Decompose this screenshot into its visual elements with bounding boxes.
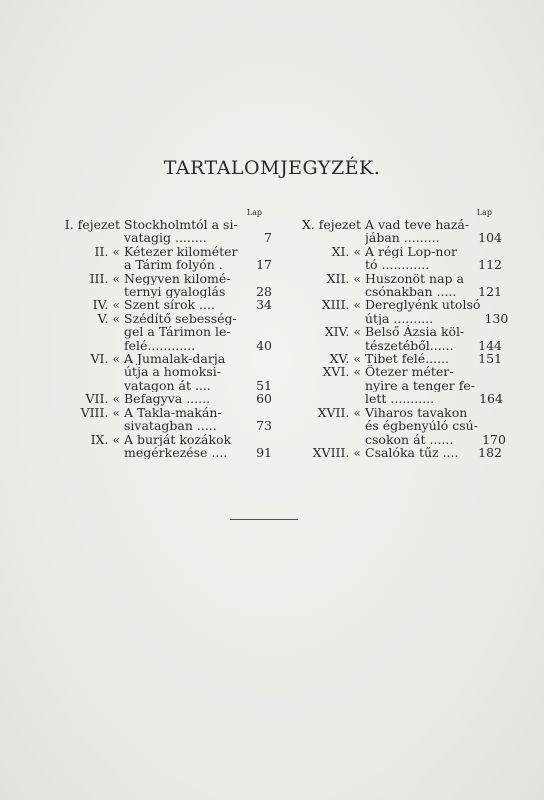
chapter-title-line	[124, 325, 272, 338]
chapter-title-text: a Tárim folyón .	[124, 258, 223, 272]
chapter-title-text: csónakban .....	[365, 285, 457, 299]
toc-entry	[296, 272, 502, 299]
chapter-number: VII. «	[85, 391, 120, 407]
chapter-title-text: Dereglyénk utolsó	[365, 298, 481, 312]
chapter-title	[124, 352, 272, 392]
page-number: 60	[256, 391, 272, 407]
chapter-number: VIII. «	[80, 404, 120, 420]
chapter-title-line	[365, 231, 502, 244]
closing-rule	[230, 519, 298, 520]
chapter-title-line	[365, 312, 508, 325]
chapter-title	[365, 218, 502, 245]
page-number	[244, 245, 272, 258]
page-number	[474, 325, 502, 338]
chapter-title-text: A vad teve hazá-	[365, 218, 470, 232]
chapter-title-text: útja ..........	[365, 311, 434, 326]
chapter-title-line	[365, 365, 503, 378]
chapter-title-line	[124, 312, 272, 325]
chapter-title-line	[124, 272, 272, 285]
chapter-number: XIII. «	[321, 297, 361, 313]
toc-entry	[40, 312, 272, 352]
chapter-number: XI. «	[331, 243, 361, 259]
toc-entry	[40, 352, 272, 392]
chapter-title	[365, 352, 502, 365]
chapter-title-text: nyire a tenger fe-	[365, 378, 475, 393]
toc-entry	[40, 218, 272, 245]
chapter-title-line	[124, 419, 272, 432]
page-column-label: Lap	[476, 208, 492, 217]
chapter-number: IV. «	[92, 297, 120, 313]
chapter-title-line	[124, 365, 272, 378]
chapter-title-text: sivatagban .....	[124, 419, 217, 433]
page-number: 151	[478, 351, 502, 367]
chapter-title-text: ternyi gyaloglás	[124, 285, 226, 299]
toc-entry	[40, 392, 272, 405]
chapter-number: IX. «	[90, 431, 120, 447]
chapter-title-line	[124, 218, 272, 231]
chapter-title-text: tó ............	[365, 258, 430, 272]
chapter-number: XVII. «	[317, 404, 361, 420]
page-number: 73	[256, 418, 272, 434]
page-number: 28	[256, 284, 272, 300]
chapter-title-text: Huszonöt nap a	[365, 271, 464, 286]
toc-entry	[296, 325, 502, 352]
chapter-title-line	[124, 406, 272, 419]
chapter-number: XV. «	[329, 351, 361, 367]
chapter-title-text: Ötezer méter-	[365, 365, 454, 379]
chapter-title-text: lett ...........	[365, 392, 435, 406]
chapter-title-text: A régi Lop-nor	[365, 244, 457, 259]
toc-entry	[40, 433, 272, 460]
chapter-number: III. «	[89, 270, 120, 286]
page-number	[244, 352, 272, 365]
chapter-number: X. fejezet	[301, 217, 361, 232]
toc-entry	[296, 352, 502, 365]
chapter-title-text: Negyven kilomé-	[124, 271, 231, 286]
chapter-title-text: útja a homoksi-	[124, 365, 221, 379]
chapter-title	[124, 245, 272, 272]
chapter-title-line	[124, 231, 272, 244]
chapter-title-text: Szédítő sebesség-	[124, 311, 237, 326]
page-number	[480, 298, 508, 311]
chapter-title-text: jában .........	[365, 231, 440, 245]
page-number: 130	[484, 310, 509, 326]
chapter-title-line	[365, 352, 502, 365]
chapter-title-text: megérkezése ....	[124, 445, 228, 460]
chapter-number: XVIII. «	[312, 444, 361, 460]
chapter-title-text: Szent sírok ....	[124, 298, 215, 312]
chapter-title-text: Csalóka tűz ....	[365, 445, 459, 460]
toc-entry	[296, 446, 502, 459]
chapter-title-line	[365, 339, 502, 352]
chapter-title-line	[124, 258, 272, 271]
page-number: 104	[478, 230, 502, 246]
page-number	[478, 419, 506, 432]
page-number	[478, 406, 506, 419]
page-number: 170	[482, 431, 506, 447]
chapter-title-text: Tibet felé......	[365, 352, 449, 366]
page-number: 34	[256, 297, 272, 313]
chapter-title-line	[124, 379, 272, 392]
chapter-number: XIV. «	[324, 324, 361, 340]
page-number	[244, 218, 272, 231]
page-title: TARTALOMJEGYZÉK.	[163, 157, 381, 179]
page-number	[474, 245, 502, 258]
page-number	[474, 218, 502, 231]
chapter-title-text: vatagig ........	[124, 231, 207, 245]
chapter-title-line	[124, 352, 272, 365]
chapter-title-text: A burját kozákok	[124, 432, 232, 446]
page-number: 144	[478, 337, 502, 353]
chapter-number: V. «	[97, 310, 120, 326]
chapter-number: XII. «	[326, 270, 361, 286]
chapter-title-text: Belső Ázsia köl-	[365, 325, 465, 339]
chapter-title-line	[365, 285, 502, 298]
chapter-title-text: és égbenyúló csú-	[365, 419, 478, 433]
chapter-title-line	[365, 218, 502, 231]
page-number: 182	[478, 444, 502, 460]
chapter-title-line	[365, 406, 506, 419]
toc-entries-left	[40, 218, 272, 459]
toc-entry	[296, 365, 502, 405]
toc-column-left	[40, 208, 272, 459]
toc-entries-right	[296, 217, 509, 460]
chapter-number: XVI. «	[322, 364, 361, 380]
chapter-title-text: A Takla-makán-	[124, 405, 222, 420]
chapter-title	[124, 392, 272, 405]
page-number: 121	[478, 284, 502, 300]
chapter-title-text: A Jumalak-darja	[124, 352, 226, 366]
chapter-title-line	[365, 258, 502, 271]
page-number	[474, 272, 502, 285]
chapter-title	[365, 245, 502, 272]
chapter-title	[365, 298, 508, 325]
chapter-title-line	[124, 446, 272, 459]
chapter-title-text: gel a Tárimon le-	[124, 325, 231, 339]
chapter-title-line	[124, 392, 272, 405]
chapter-title	[365, 406, 506, 446]
chapter-title-text: Stockholmtól a si-	[124, 218, 238, 232]
chapter-number: I. fejezet	[64, 217, 120, 232]
page-number: 91	[256, 444, 272, 460]
page-number: 17	[256, 257, 272, 273]
page-number	[475, 365, 503, 378]
chapter-number: II. «	[94, 243, 120, 259]
chapter-title	[365, 325, 502, 352]
chapter-title-text: Befagyva ......	[124, 392, 211, 406]
toc-entry	[40, 298, 272, 311]
page-number	[244, 433, 272, 446]
page-number	[244, 365, 272, 378]
toc-entry	[296, 297, 509, 326]
chapter-title-line	[124, 433, 272, 446]
chapter-title-line	[365, 325, 502, 338]
chapter-title	[124, 298, 272, 311]
page-number	[244, 312, 272, 325]
chapter-title	[124, 433, 272, 460]
page-number: 164	[479, 391, 503, 407]
page-number: 7	[264, 230, 272, 246]
chapter-title-line	[365, 392, 503, 405]
page-number	[244, 406, 272, 419]
toc-entry	[40, 406, 272, 433]
chapter-title-line	[124, 339, 272, 352]
chapter-title	[365, 272, 502, 299]
toc-entry	[296, 245, 502, 272]
page-number: 51	[256, 377, 272, 393]
page-column-label: Lap	[246, 208, 262, 217]
chapter-title-line	[365, 419, 506, 432]
chapter-title	[365, 446, 502, 459]
page-number	[475, 379, 503, 392]
chapter-title-text: csokon át ......	[365, 432, 454, 446]
page-number	[244, 272, 272, 285]
toc-entry	[40, 272, 272, 299]
chapter-title	[365, 365, 503, 405]
chapter-title-line	[365, 446, 502, 459]
chapter-title-line	[365, 379, 503, 392]
chapter-title-line	[365, 272, 502, 285]
page-number	[244, 325, 272, 338]
chapter-title	[124, 312, 272, 352]
chapter-title	[124, 218, 272, 245]
page-number: 40	[256, 337, 272, 353]
page-number: 112	[478, 257, 502, 273]
chapter-number: VI. «	[90, 351, 120, 367]
chapter-title	[124, 406, 272, 433]
toc-entry	[296, 218, 502, 245]
toc-column-right	[296, 208, 509, 460]
chapter-title-text: felé............	[124, 338, 196, 353]
toc-entry	[40, 245, 272, 272]
chapter-title-text: tészetéből......	[365, 338, 454, 353]
chapter-title-text: Viharos tavakon	[365, 405, 468, 420]
chapter-title-text: Kétezer kilométer	[124, 244, 238, 259]
toc-entry	[296, 404, 506, 447]
chapter-title	[124, 272, 272, 299]
chapter-title-line	[365, 433, 506, 446]
chapter-title-line	[124, 245, 272, 258]
chapter-title-line	[365, 245, 502, 258]
chapter-title-text: vatagon át ....	[124, 378, 211, 393]
chapter-title-line	[124, 285, 272, 298]
chapter-title-line	[365, 298, 508, 311]
chapter-title-line	[124, 298, 272, 311]
